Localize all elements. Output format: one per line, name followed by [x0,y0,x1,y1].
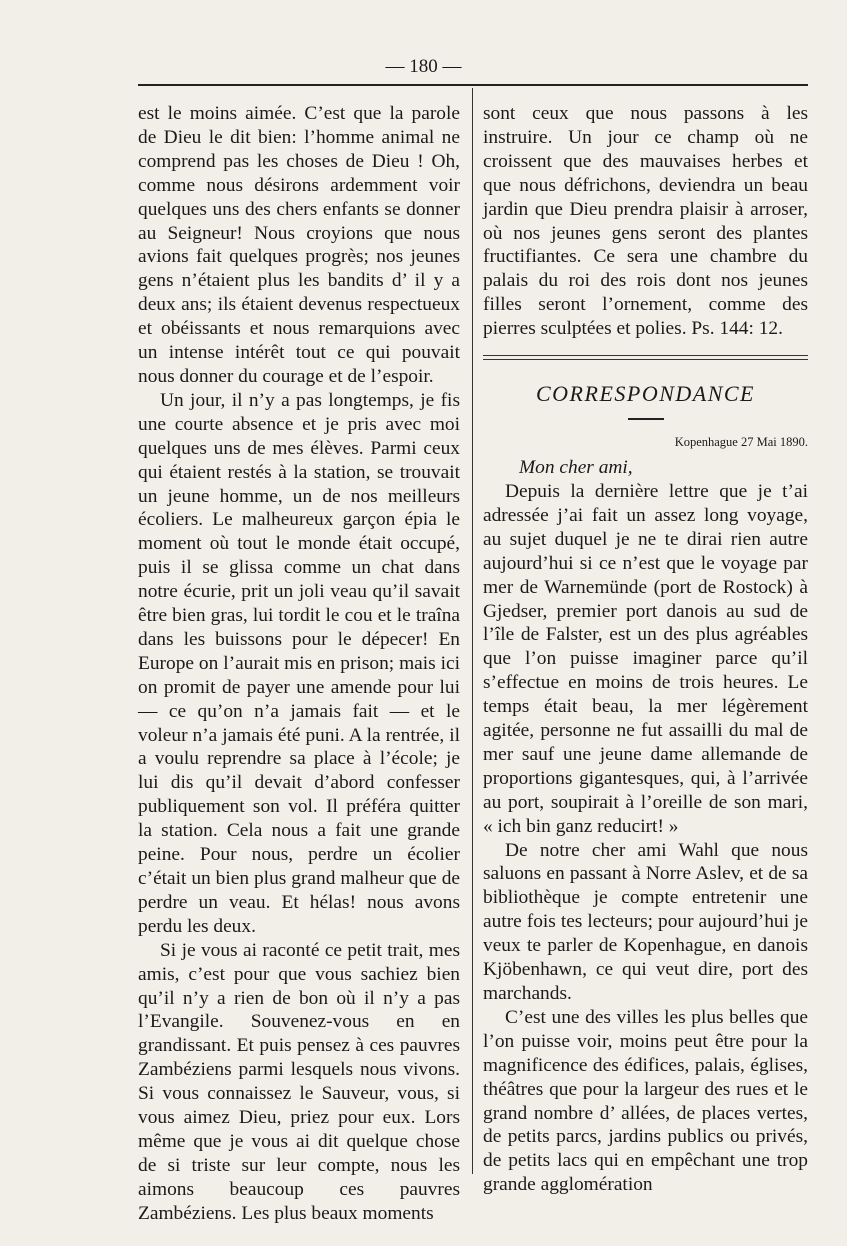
letter-paragraph-3: C’est une des villes les plus belles que l’on puisse voir, moins peut être pour la magnificence des édifices, palais, églises, théâtres que pour la largeur des rues et le grand nombre d’ allées, de places vertes, de petits parcs, jardins publics ou privés, de petits lacs qui en empêchant une trop grande agglomération [483,1006,808,1196]
left-paragraph-2: Un jour, il n’y a pas longtemps, je fis une courte absence et je pris avec moi quelques uns de mes élèves. Parmi ceux qui étaient restés à la station, se trouvait un jeune homme, un de nos meilleurs écoliers. Le malheureux garçon épia le moment où tout le monde était occupé, puis il se glissa comme un chat dans notre écurie, prit un joli veau qu’il savait être bien gras, lui tordit le cou et le traîna dans les buissons pour le dépecer! En Europe on l’aurait mis en prison; mais ici on promit de payer une amende pour lui — ce qu’on n’a jamais fait — et le voleur n’a jamais été puni. A la rentrée, il a voulu reprendre sa place à l’école; je lui dis qu’il devait d’abord confesser publiquement son vol. Il préféra quitter la station. Cela nous a fait une grande peine. Pour nous, perdre un écolier c’était un bien plus grand malheur que de perdre un veau. Et hélas! nous avons perdu les deux. [138,389,460,937]
letter-dateline: Kopenhague 27 Mai 1890. [674,435,808,450]
title-rule [628,418,664,420]
section-title: CORRESPONDANCE [536,381,755,407]
left-paragraph-1: est le moins aimée. C’est que la parole de Dieu le dit bien: l’homme animal ne comprend pas les choses de Dieu ! Oh, comme nous désirons ardemment voir quelques uns des chers enfants se donner au Seigneur! Nous croyions que nous avions fait quelques progrès; nos jeunes gens n’étaient plus les bandits d’ il y a deux ans; ils étaient devenus respectueux et obéissants et nous remarquions avec un intense intérêt tout ce qui pouvait nous donner du courage et de l’espoir. [138,103,460,387]
section-separator [483,355,808,360]
column-divider [472,88,473,1174]
letter-paragraph-2: De notre cher ami Wahl que nous saluons en passant à Norre Aslev, et de sa bibliothèque je compte entretenir une autre fois tes lecteurs; pour aujourd’hui je veux te parler de Kopenhague, en danois Kjöbenhawn, ce qui veut dire, port des marchands. [483,839,808,1004]
page-number: — 180 — [385,56,462,77]
right-column [483,102,808,1197]
letter-paragraph-1: Depuis la dernière lettre que je t’ai adressée j’ai fait un assez long voyage, au sujet duquel je ne te dirai rien autre aujourd’hui si ce n’est que le voyage par mer de Warnemünde (port de Rostock) à Gjedser, premier port danois au sud de l’île de Falster, est un des plus agréables que l’on puisse imaginer parce qu’il s’effectue en moins de trois heures. Le temps était beau, la mer légèrement agitée, personne ne fut assailli du mal de mer sauf une jeune dame allemande de proportions gigantesques, qui, à l’arrivée au port, soupirait à l’oreille de son mari, « ich bin ganz reducirt! » [483,480,808,837]
header-rule [138,84,808,86]
left-paragraph-3: Si je vous ai raconté ce petit trait, mes amis, c’est pour que vous sachiez bien qu’il n’y a rien de bon où il n’y a pas l’Evangile. Souvenez-vous en en grandissant. Et puis pensez à ces pauvres Zambéziens parmi lesquels nous vivons. Si vous connaissez le Sauveur, vous, si vous aimez Dieu, priez pour eux. Lors même que je vous ai dit quelque chose de si triste sur leur compte, nous les aimons beaucoup ces pauvres Zambéziens. Les plus beaux moments [138,939,460,1224]
letter-salutation: Mon cher ami, [519,457,633,479]
left-column [138,102,460,1226]
right-continuation-paragraph: sont ceux que nous passons à les instruire. Un jour ce champ où ne croissent que des mauvaises herbes et que nous défrichons, deviendra un beau jardin que Dieu prendra plaisir à arroser, où nos jeunes gens seront des plantes fructifiantes. Ce sera une chambre du palais du roi des rois dont nos jeunes filles seront l’ornement, comme des pierres sculptées et polies. Ps. 144: 12. [483,103,808,340]
